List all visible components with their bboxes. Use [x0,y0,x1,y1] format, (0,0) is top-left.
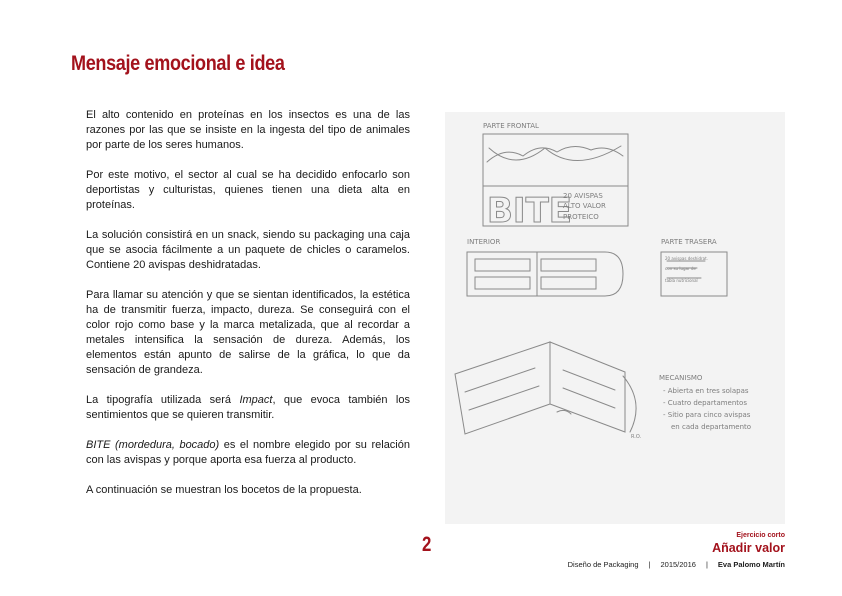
paragraph-2: Por este motivo, el sector al cual se ha decidido enfocarlo son deportistas y culturistas, quienes tienen una dieta alta en proteínas. [86,169,410,211]
page-title: Mensaje emocional e idea [71,52,285,75]
sketch-signature: R.O. [631,434,642,440]
footer-separator: | [705,560,708,569]
paragraph-3: La solución consistirá en un snack, siendo su packaging una caja que se asocia fácilmente a un paquete de chicles o caramelos. Contiene 20 avispas deshidratadas. [86,229,410,271]
mechanism-item-3: - Sitio para cinco avispas [663,411,751,419]
mechanism-item-4: en cada departamento [671,423,752,431]
exercise-subtitle: Ejercicio corto [736,532,785,539]
paragraph-1: El alto contenido en proteínas en los insectos es una de las razones por las que se insiste en la ingesta del tipo de animales por parte de los seres humanos. [86,109,410,151]
footer-author: Eva Palomo Martín [717,560,785,569]
paragraph-6 [86,438,410,468]
mechanism-label: MECANISMO [659,374,703,382]
paragraph-6-italic: BITE (mordedura, bocado) [86,439,220,451]
interior-label: INTERIOR [467,238,501,246]
front-note-3: PROTEICO [563,213,599,221]
footer [568,560,785,569]
front-note-1: 20 AVISPAS [563,192,603,200]
paragraph-5-italic: Impact [239,394,273,406]
paragraph-5-before: La tipografía utilizada será [86,394,240,406]
paragraph-4: Para llamar su atención y que se sientan identificados, la estética ha de transmitir fuerza, impacto, dureza. Se conseguirá con el color rojo como base y la marca metalizada, que al recordar a metales intensifica la sensación de dureza. Además, los elementos están apunto de salirse de la gráfica, lo que da sensación de grandeza. [86,289,410,376]
paragraph-5 [86,393,410,423]
footer-separator: | [648,560,651,569]
sketch-brand: BITE [487,191,572,231]
page-number: 2 [422,533,432,556]
back-line-3: tabla nutricional [665,278,698,283]
footer-course: Diseño de Packaging [567,560,639,569]
paragraph-6-after: es el nombre elegido por su relación con las avispas y porque aporta esa fuerza al producto. [86,439,410,466]
footer-year: 2015/2016 [660,560,696,569]
front-note-2: ALTO VALOR [563,202,606,210]
paragraph-7: A continuación se muestran los bocetos de la propuesta. [86,484,362,496]
paragraph-5-after: , que evoca también los sentimientos que se quieren transmitir. [86,394,410,421]
mechanism-item-2: - Cuatro departamentos [663,399,747,407]
back-label: PARTE TRASERA [661,238,717,246]
back-line-1: 20 avispas deshidrat. [665,256,708,261]
mechanism-item-1: - Abierta en tres solapas [663,387,749,395]
front-label: PARTE FRONTAL [483,122,539,130]
back-line-2: con su lugar de [665,266,696,271]
body-text [86,108,410,513]
sketch-image [445,112,785,524]
exercise-title: Añadir valor [712,541,785,555]
